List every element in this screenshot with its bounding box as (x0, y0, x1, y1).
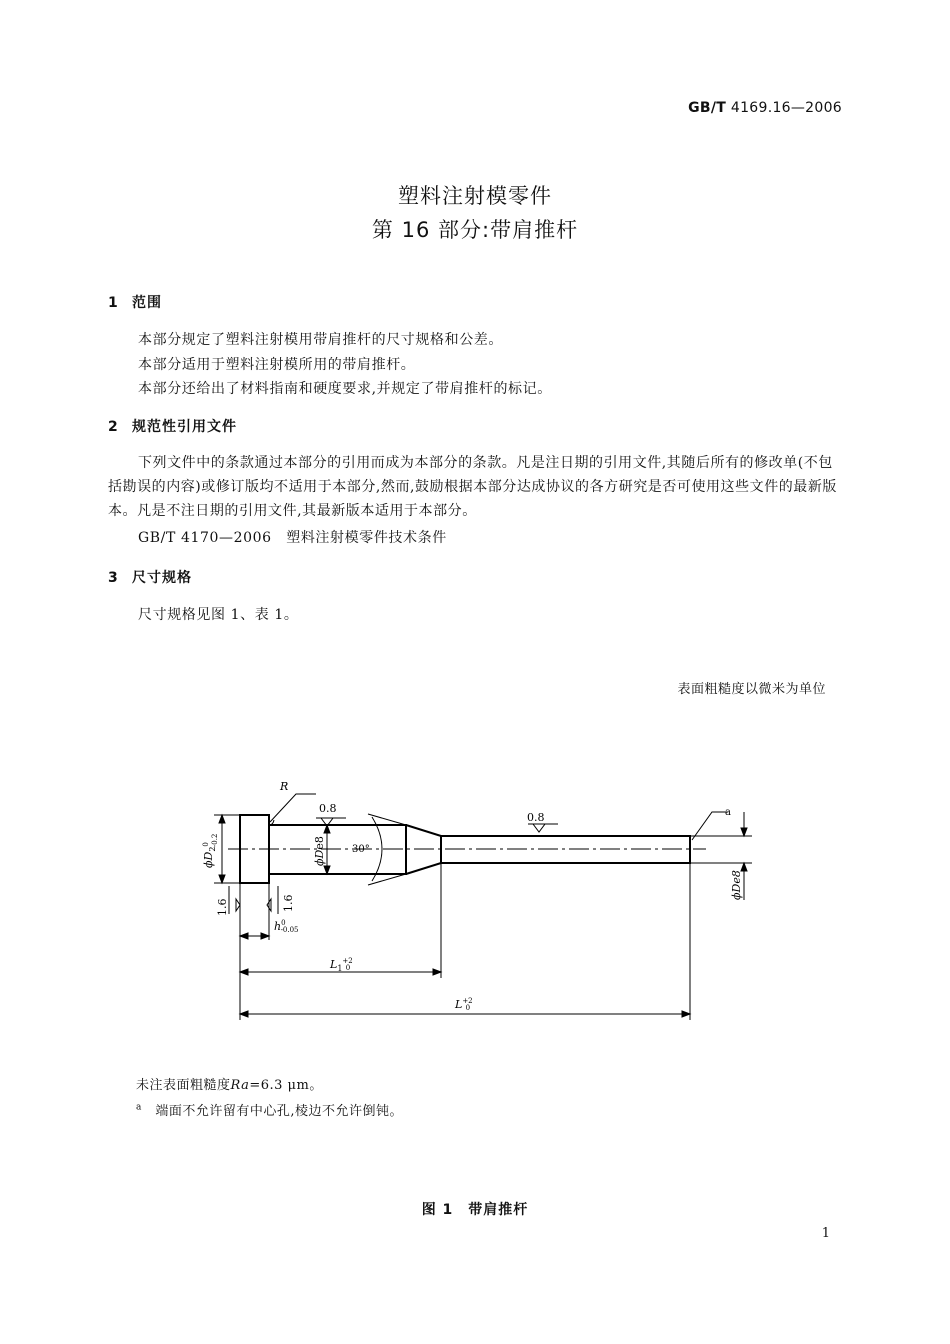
roughness-note-value: =6.3 μm。 (249, 1078, 323, 1093)
standard-code: 4169.16—2006 (730, 100, 842, 116)
document-title: 塑料注射模零件 (398, 184, 552, 208)
scope-paragraph-3: 本部分还给出了材料指南和硬度要求,并规定了带肩推杆的标记。 (138, 381, 552, 397)
footnote-mark: a (136, 1102, 142, 1113)
reference-entry: GB/T 4170—2006 塑料注射模零件技术条件 (138, 530, 447, 546)
label-d2: $\phi D_2^0-0.2$ (202, 833, 219, 868)
roughness-note (136, 1074, 323, 1093)
label-note-a: a (725, 807, 731, 818)
standard-prefix: GB/T (688, 100, 727, 116)
section-title: 范围 (132, 295, 162, 311)
label-roughness-16-right: 1.6 (282, 894, 295, 912)
roughness-symbol (533, 824, 545, 832)
unit-note: 表面粗糙度以微米为单位 (677, 682, 826, 697)
label-angle: 30° (352, 844, 370, 855)
section-number: 1 (108, 295, 119, 311)
roughness-note-prefix: 未注表面粗糙度 (136, 1078, 231, 1093)
footnote-a (136, 1100, 403, 1119)
scope-paragraph-1: 本部分规定了塑料注射模用带肩推杆的尺寸规格和公差。 (138, 332, 503, 348)
section-number: 2 (108, 419, 119, 435)
label-d-e8: ϕDe8 (313, 836, 326, 866)
label-roughness-08-shoulder: 0.8 (319, 802, 337, 815)
label-h: $h^0$ -0.05 (274, 919, 299, 934)
label-l: $L^{+2}$ 0 (455, 997, 473, 1012)
scope-paragraph-2: 本部分适用于塑料注射模所用的带肩推杆。 (138, 357, 416, 373)
label-de8-right: ϕDe8 (730, 870, 743, 900)
references-intro: 下列文件中的条款通过本部分的引用而成为本部分的条款。凡是注日期的引用文件,其随后所有的修改单(不包括勘误的内容)或修订版均不适用于本部分,然而,鼓励根据本部分达成协议的各方研究是否可使用这些文件的最新版本。凡是不注日期的引用文件,其最新版本适用于本部分。 (108, 455, 837, 519)
document-subtitle: 第 16 部分:带肩推杆 (371, 218, 579, 242)
page-number: 1 (821, 1226, 830, 1241)
section-title: 尺寸规格 (132, 570, 192, 586)
dimensions-paragraph: 尺寸规格见图 1、表 1。 (138, 607, 299, 623)
figure-caption: 图 1 带肩推杆 (421, 1202, 529, 1218)
roughness-symbol-ra: Ra (230, 1078, 250, 1093)
label-r: R (280, 780, 289, 793)
footnote-text: 端面不允许留有中心孔,棱边不允许倒钝。 (155, 1104, 404, 1119)
label-l1: $L_1^{+2}$ 0 (330, 957, 353, 973)
label-roughness-16-left: 1.6 (216, 898, 229, 916)
section-number: 3 (108, 570, 119, 586)
section-title: 规范性引用文件 (132, 419, 237, 435)
label-roughness-08-shaft: 0.8 (527, 811, 545, 824)
